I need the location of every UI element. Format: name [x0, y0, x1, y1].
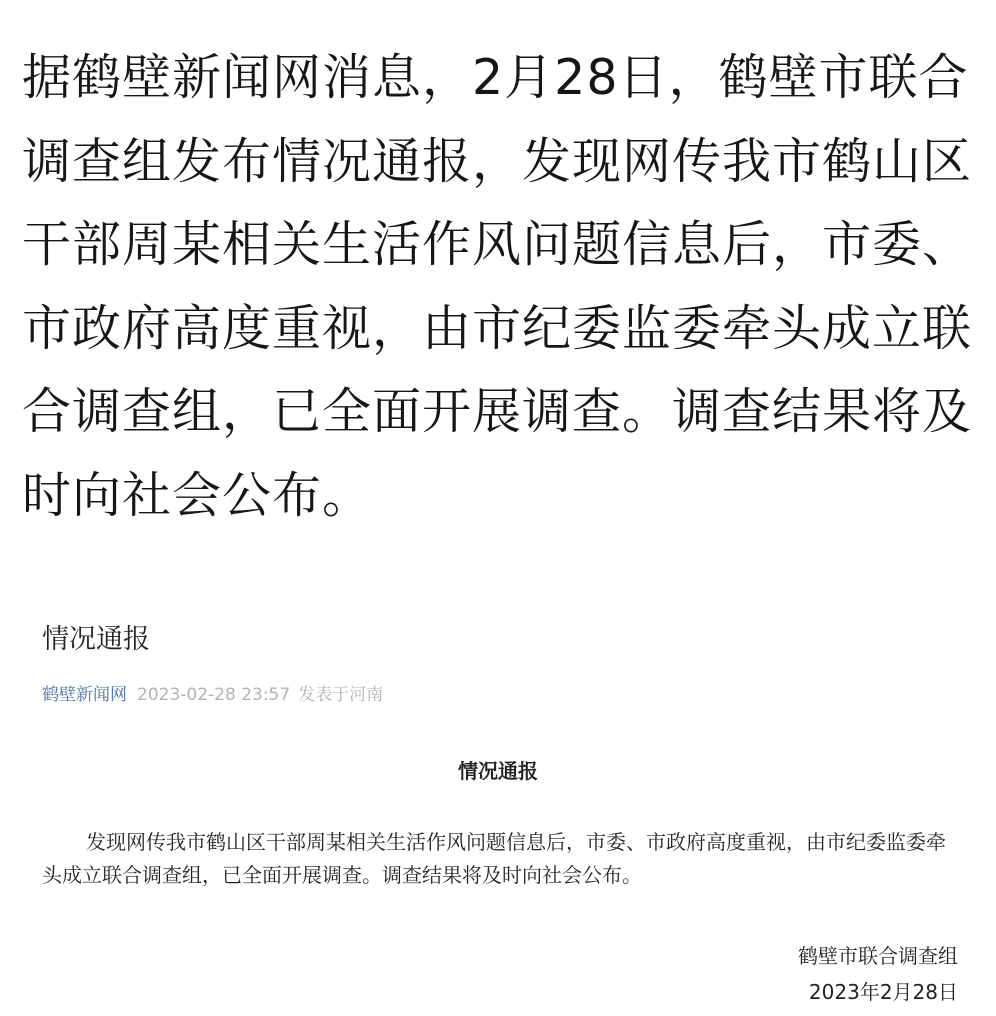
notice-heading: 情况通报: [458, 759, 538, 783]
publish-datetime: 2023-02-28 23:57: [137, 685, 291, 705]
publish-location: 发表于河南: [298, 685, 384, 705]
lead-paragraph: 据鹤壁新闻网消息，2月28日，鹤壁市联合调查组发布情况通报，发现网传我市鹤山区干部周某相关生活作风问题信息后，市委、市政府高度重视，由市纪委监委牵头成立联合调查组，已全面开展调查。调查结果将及时向社会公布。: [22, 49, 973, 524]
signature-date: 2023年2月28日: [808, 980, 958, 1004]
signature-block: [798, 938, 958, 1010]
article-meta: [42, 682, 383, 708]
source-link[interactable]: 鹤壁新闻网: [42, 685, 127, 705]
signature-organization: 鹤壁市联合调查组: [798, 944, 958, 968]
notice-body: 发现网传我市鹤山区干部周某相关生活作风问题信息后，市委、市政府高度重视，由市纪委监委牵头成立联合调查组，已全面开展调查。调查结果将及时向社会公布。: [42, 830, 946, 887]
article-title: 情况通报: [42, 624, 150, 655]
